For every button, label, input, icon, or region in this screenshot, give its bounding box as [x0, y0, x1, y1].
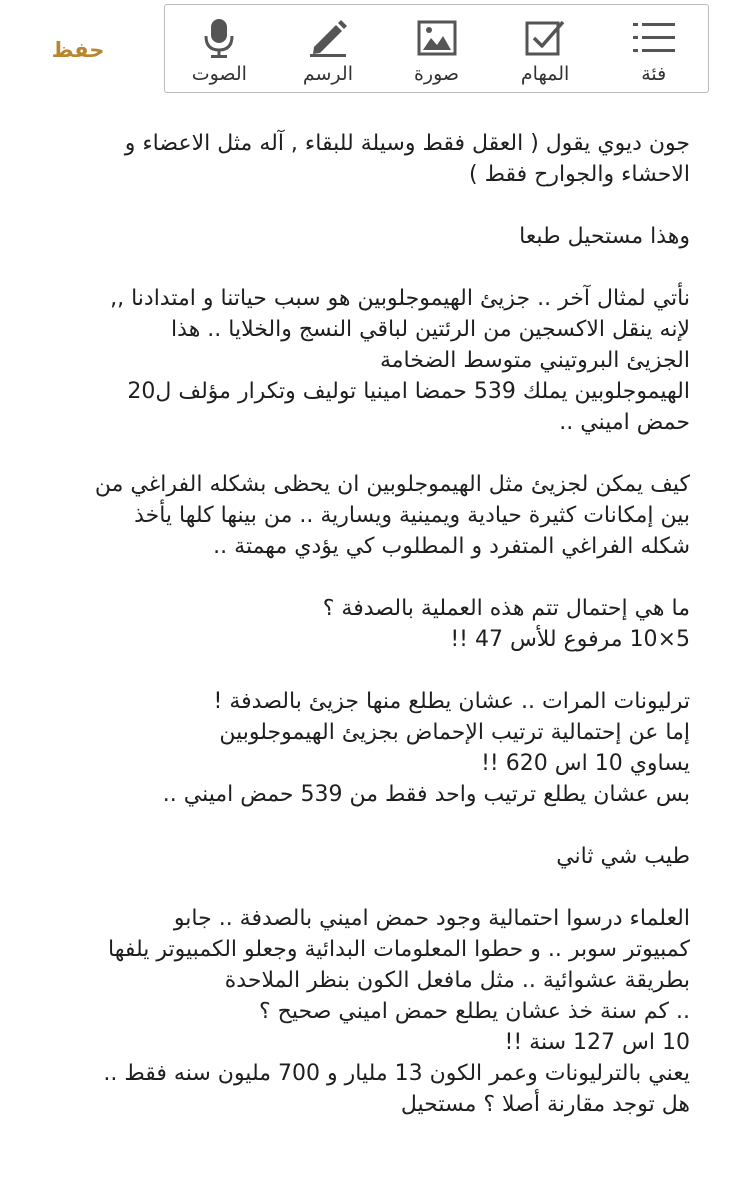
- text-line: بطريقة عشوائية .. مثل مافعل الكون بنظر الملاحدة: [224, 968, 690, 993]
- text-line: كمبيوتر سوبر .. و حطوا المعلومات البدائية وجعلو الكمبيوتر يلفها: [108, 937, 690, 962]
- save-button[interactable]: حفظ: [51, 38, 105, 62]
- paragraph: [30, 128, 690, 190]
- text-line: نأتي لمثال آخر .. جزيئ الهيموجلوبين هو سبب حياتنا و امتدادنا ,,: [110, 286, 690, 311]
- text-line: بس عشان يطلع ترتيب واحد فقط من 539 حمض اميني ..: [162, 782, 690, 807]
- voice-label: الصوت: [191, 63, 247, 85]
- voice-button[interactable]: [165, 5, 274, 92]
- drawing-label: الرسم: [302, 63, 353, 85]
- drawing-button[interactable]: [274, 5, 383, 92]
- text-line: بين إمكانات كثيرة حيادية ويمينية ويسارية .. من بينها كلها يأخذ: [134, 503, 690, 528]
- text-line: .. كم سنة خذ عشان يطلع حمض اميني صحيح ؟: [258, 999, 690, 1024]
- text-line: جون ديوي يقول ( العقل فقط وسيلة للبقاء , آله مثل الاعضاء و: [124, 131, 690, 156]
- microphone-icon: [196, 17, 242, 59]
- text-line: هل توجد مقارنة أصلا ؟ مستحيل: [400, 1092, 690, 1117]
- tasks-label: المهام: [520, 63, 570, 85]
- text-line: لإنه ينقل الاكسجين من الرئتين لباقي النسج والخلايا .. هذا: [171, 317, 690, 342]
- paragraph: [30, 686, 690, 810]
- text-line: كيف يمكن لجزيئ مثل الهيموجلوبين ان يحظى بشكله الفراغي من: [94, 472, 690, 497]
- text-line: ما هي إحتمال تتم هذه العملية بالصدفة ؟: [322, 596, 690, 621]
- list-icon: [631, 17, 677, 59]
- checkbox-icon: [522, 17, 568, 59]
- image-button[interactable]: [382, 5, 491, 92]
- category-label: فئة: [641, 63, 667, 85]
- text-line: حمض اميني ..: [559, 410, 690, 435]
- paragraph: [30, 221, 690, 252]
- text-line: 10 اس 127 سنة !!: [504, 1030, 690, 1055]
- text-line: طيب شي ثاني: [556, 844, 690, 869]
- editor-toolbar: [164, 4, 709, 93]
- text-line: الجزيئ البروتيني متوسط الضخامة: [379, 348, 690, 373]
- top-bar: [0, 0, 739, 110]
- paragraph: [30, 903, 690, 1120]
- text-line: الاحشاء والجوارح فقط ): [469, 162, 690, 187]
- category-button[interactable]: [599, 5, 708, 92]
- paragraph: [30, 593, 690, 655]
- paragraph: [30, 283, 690, 438]
- image-label: صورة: [413, 63, 460, 85]
- text-line: يعني بالترليونات وعمر الكون 13 مليار و 700 مليون سنه فقط ..: [103, 1061, 690, 1086]
- tasks-button[interactable]: [491, 5, 600, 92]
- text-line: يساوي 10 اس 620 !!: [481, 751, 690, 776]
- text-line: ترليونات المرات .. عشان يطلع منها جزيئ بالصدفة !: [213, 689, 690, 714]
- text-line: إما عن إحتمالية ترتيب الإحماض بجزيئ الهيموجلوبين: [219, 720, 690, 745]
- paragraph: [30, 469, 690, 562]
- pen-icon: [305, 17, 351, 59]
- note-body[interactable]: [30, 128, 690, 1151]
- text-line: 5×10 مرفوع للأس 47 !!: [450, 627, 690, 652]
- image-icon: [414, 17, 460, 59]
- text-line: العلماء درسوا احتمالية وجود حمض اميني بالصدفة .. جابو: [173, 906, 690, 931]
- text-line: الهيموجلوبين يملك 539 حمضا امينيا توليف وتكرار مؤلف ل20: [127, 379, 690, 404]
- text-line: شكله الفراغي المتفرد و المطلوب كي يؤدي مهمتة ..: [213, 534, 690, 559]
- text-line: وهذا مستحيل طبعا: [519, 224, 690, 249]
- paragraph: [30, 841, 690, 872]
